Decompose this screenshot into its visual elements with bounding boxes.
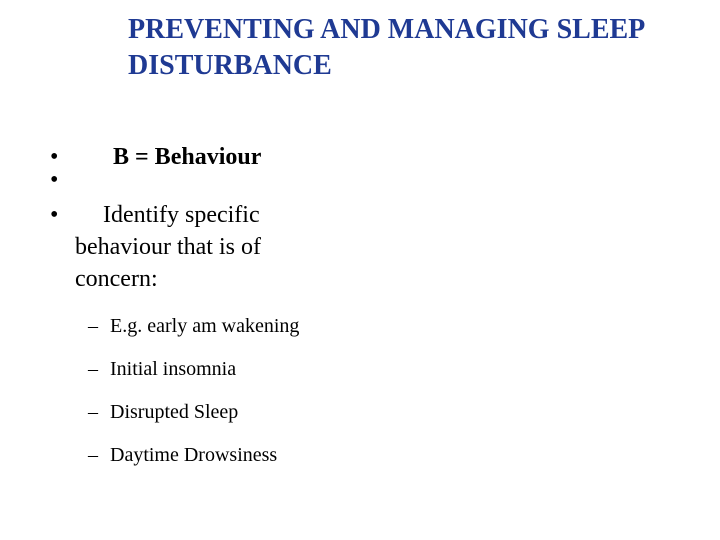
dash-icon: – xyxy=(88,358,98,380)
dash-icon: – xyxy=(88,444,98,466)
slide-title-line-2: DISTURBANCE xyxy=(128,50,332,81)
sub-bullet-text: E.g. early am wakening xyxy=(110,315,300,337)
sub-bullet-list xyxy=(88,312,299,484)
sub-bullet-item xyxy=(88,398,299,426)
bullet-icon: • xyxy=(50,144,59,170)
paragraph-line-1: Identify specific xyxy=(103,202,260,228)
paragraph-line-2: behaviour that is of xyxy=(75,234,261,260)
sub-bullet-text: Disrupted Sleep xyxy=(110,401,239,423)
slide-title-line-1: PREVENTING AND MANAGING SLEEP xyxy=(128,14,646,45)
bullet-icon: • xyxy=(50,167,59,193)
sub-bullet-item xyxy=(88,441,299,469)
sub-bullet-item xyxy=(88,312,299,340)
paragraph-line-3: concern: xyxy=(75,266,158,292)
sub-bullet-text: Initial insomnia xyxy=(110,358,237,380)
sub-bullet-item xyxy=(88,355,299,383)
behaviour-paragraph xyxy=(75,199,335,295)
dash-icon: – xyxy=(88,401,98,423)
behaviour-heading: B = Behaviour xyxy=(113,144,262,170)
sub-bullet-text: Daytime Drowsiness xyxy=(110,444,278,466)
dash-icon: – xyxy=(88,315,98,337)
bullet-icon: • xyxy=(50,202,59,228)
